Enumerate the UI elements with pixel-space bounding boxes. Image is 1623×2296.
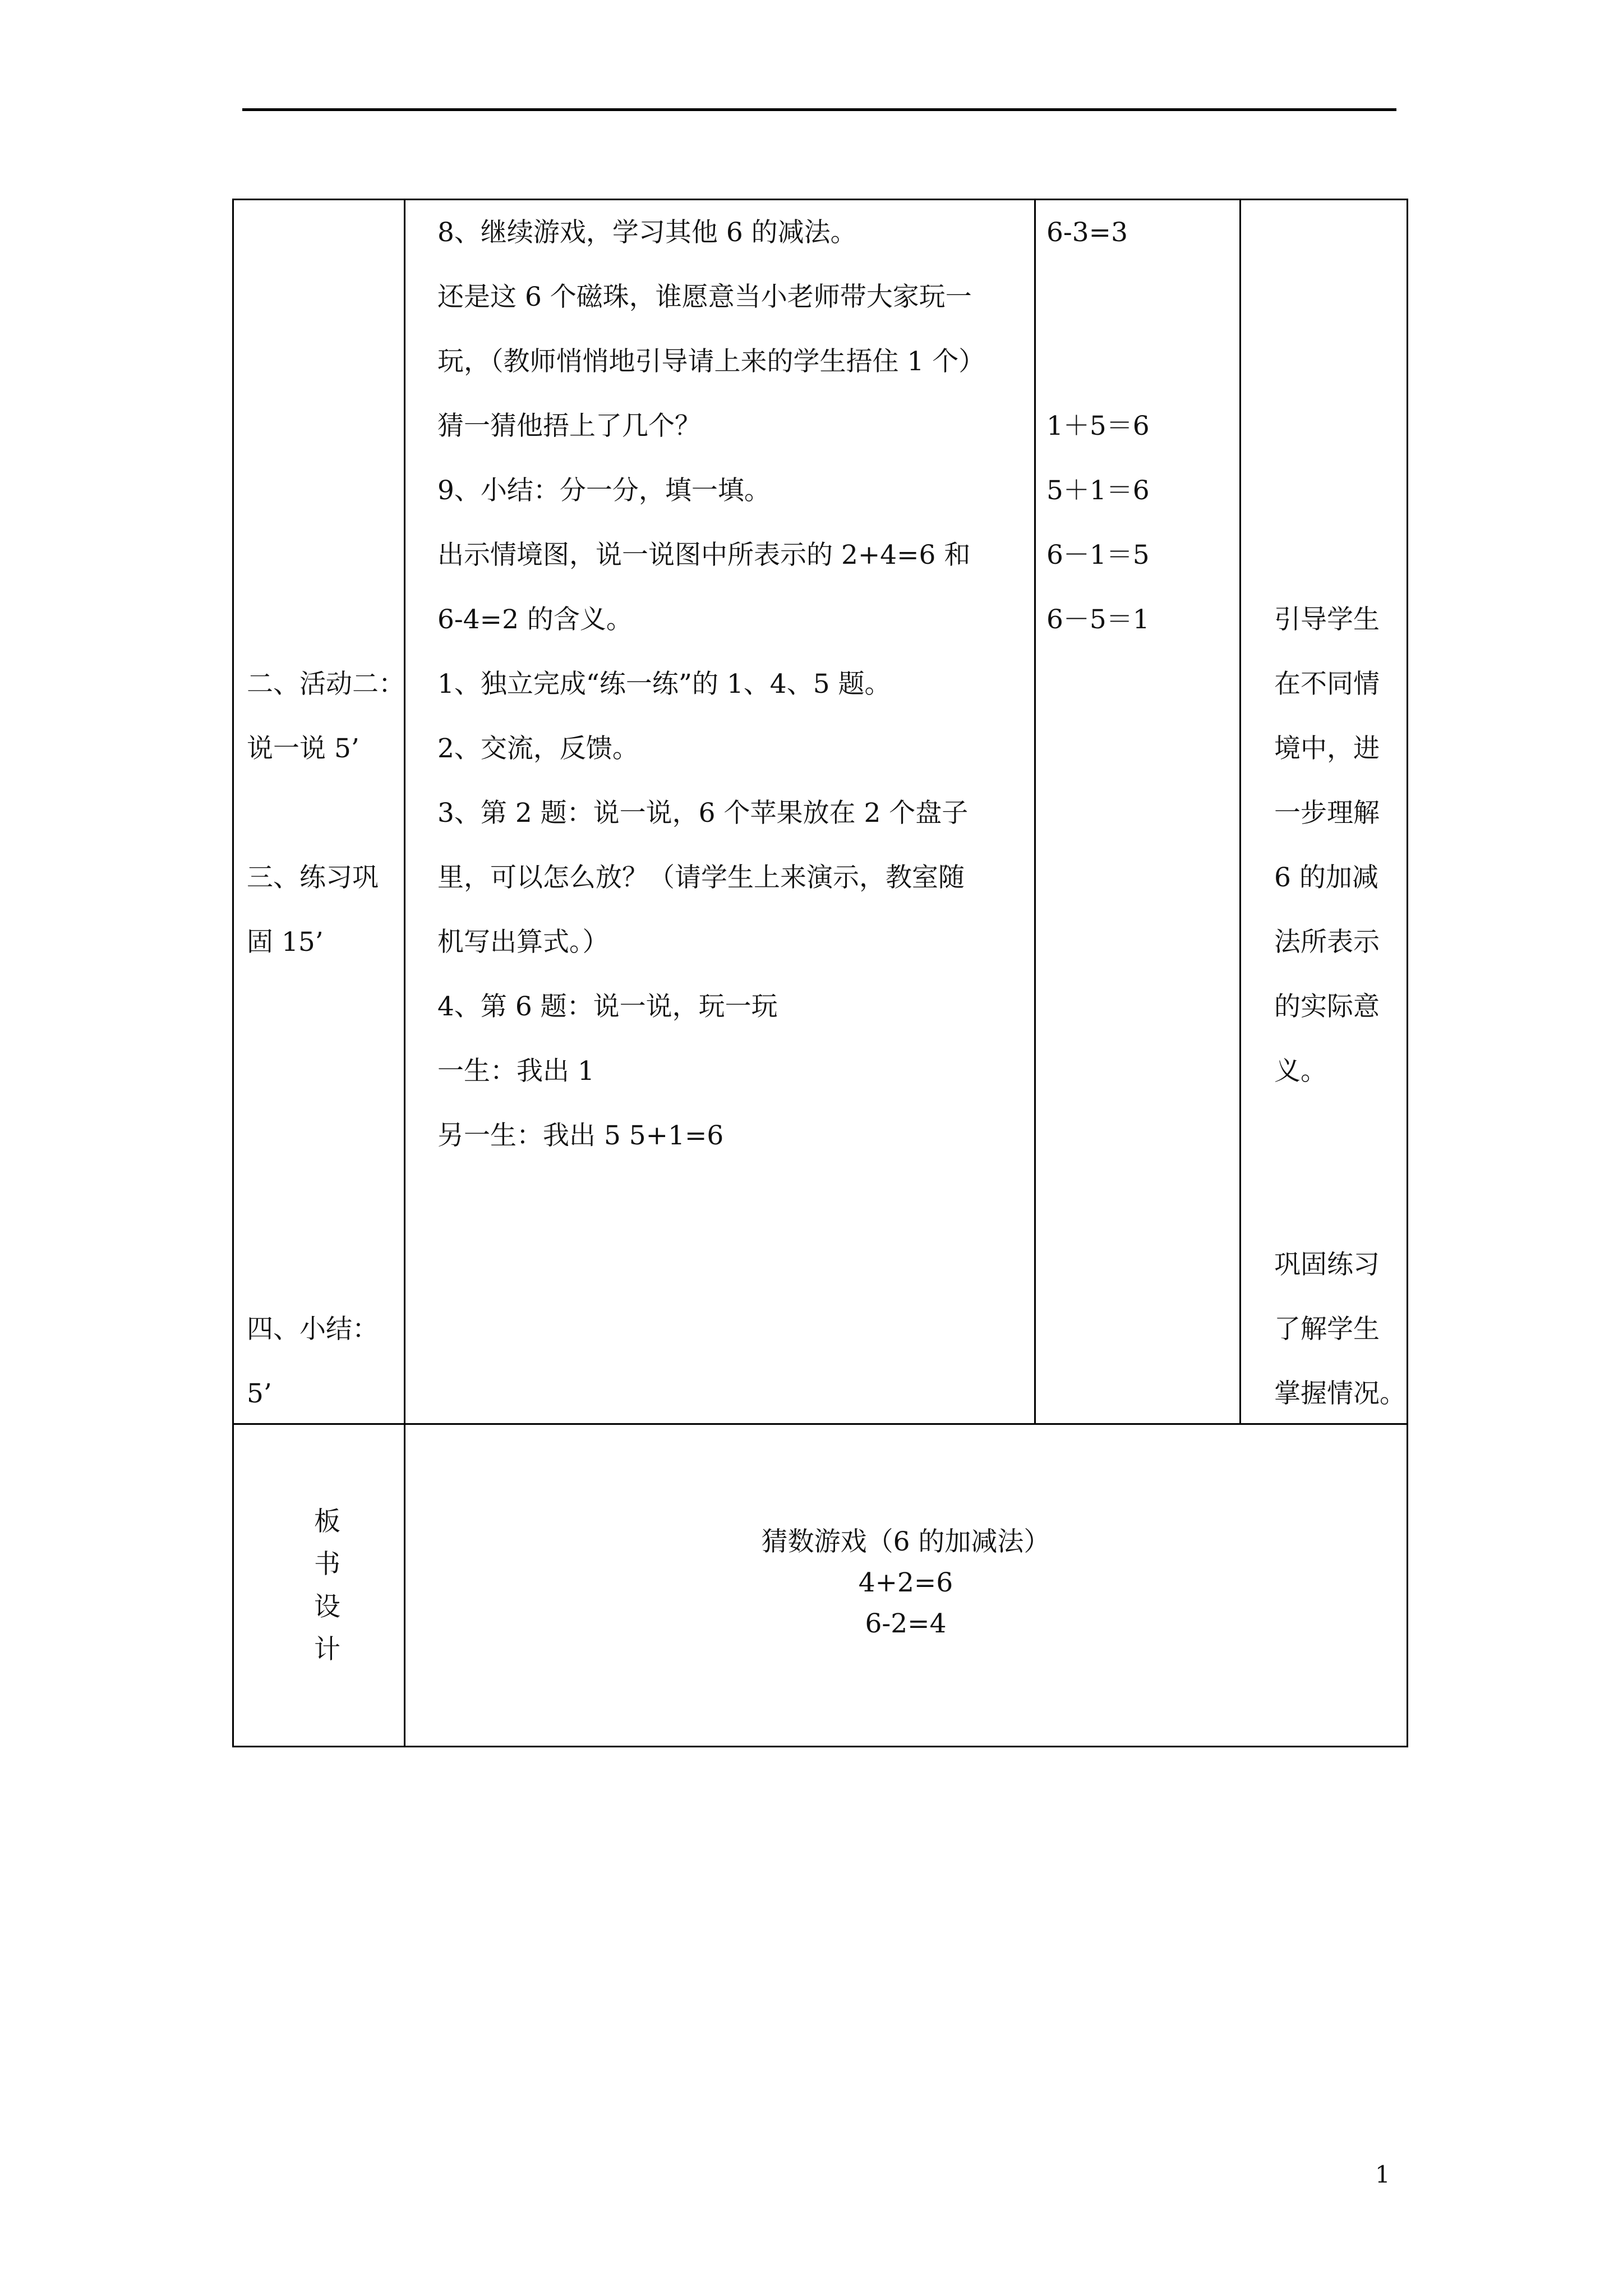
board-design-line: 4+2=6 xyxy=(858,1567,953,1598)
intent-text-line: 一步理解 xyxy=(1274,798,1380,829)
board-design-label-char: 计 xyxy=(314,1634,340,1665)
intent-text-line: 6 的加减 xyxy=(1274,862,1378,893)
board-design-line: 6-2=4 xyxy=(865,1608,947,1639)
intent-text-line: 巩固练习 xyxy=(1274,1249,1380,1280)
activity-text-line: 另一生：我出 5 5+1=6 xyxy=(437,1120,724,1151)
page-number: 1 xyxy=(1375,2161,1390,2188)
header-rule xyxy=(242,108,1396,111)
activity-text-line: 还是这 6 个磁珠，谁愿意当小老师带大家玩一 xyxy=(437,282,972,312)
activity-text-line: 机写出算式。） xyxy=(437,927,609,958)
table-border-left xyxy=(232,199,234,1747)
stage-text-line: 说一说 5’ xyxy=(247,733,359,764)
table-border-right xyxy=(1407,199,1408,1747)
activity-text-line: 一生：我出 1 xyxy=(437,1056,594,1087)
stage-text-line: 固 15’ xyxy=(247,927,324,958)
board-design-label-char: 设 xyxy=(314,1591,340,1622)
activity-text-line: 2、交流，反馈。 xyxy=(437,733,639,764)
intent-text-line: 引导学生 xyxy=(1274,604,1380,635)
intent-text-line: 在不同情 xyxy=(1274,669,1380,700)
activity-text-line: 1、独立完成“练一练”的 1、4、5 题。 xyxy=(437,669,891,700)
formula-text-line: 5＋1＝6 xyxy=(1046,475,1150,506)
board-design-label-char: 板 xyxy=(314,1506,340,1537)
activity-text-line: 里，可以怎么放？（请学生上来演示，教室随 xyxy=(437,862,965,893)
column-divider-2 xyxy=(1034,199,1036,1425)
stage-text-line: 三、练习巩 xyxy=(247,862,379,893)
board-design-line: 猜数游戏（6 的加减法） xyxy=(761,1526,1050,1557)
formula-text-line: 6－5＝1 xyxy=(1046,604,1150,635)
formula-text-line: 6-3=3 xyxy=(1046,217,1128,248)
intent-text-line: 掌握情况。 xyxy=(1274,1378,1406,1409)
activity-text-line: 9、小结：分一分，填一填。 xyxy=(437,475,771,506)
intent-text-line: 法所表示 xyxy=(1274,927,1380,958)
column-divider-1 xyxy=(404,199,405,1747)
activity-text-line: 出示情境图，说一说图中所表示的 2+4=6 和 xyxy=(437,540,971,570)
table-row-divider xyxy=(232,1423,1408,1425)
activity-text-line: 猜一猜他捂上了几个？ xyxy=(437,411,701,441)
table-border-bottom xyxy=(232,1746,1408,1747)
activity-text-line: 玩，（教师悄悄地引导请上来的学生捂住 1 个） xyxy=(437,346,985,377)
activity-text-line: 8、继续游戏，学习其他 6 的减法。 xyxy=(437,217,857,248)
intent-text-line: 义。 xyxy=(1274,1056,1327,1087)
intent-text-line: 的实际意 xyxy=(1274,991,1380,1022)
activity-text-line: 4、第 6 题：说一说，玩一玩 xyxy=(437,991,778,1022)
stage-text-line: 四、小结： xyxy=(247,1314,379,1345)
column-divider-3 xyxy=(1239,199,1241,1425)
intent-text-line: 境中，进 xyxy=(1274,733,1380,764)
stage-text-line: 5’ xyxy=(247,1378,272,1409)
formula-text-line: 1＋5＝6 xyxy=(1046,411,1150,441)
intent-text-line: 了解学生 xyxy=(1274,1314,1380,1345)
formula-text-line: 6－1＝5 xyxy=(1046,540,1150,570)
stage-text-line: 二、活动二： xyxy=(247,669,405,700)
activity-text-line: 6-4=2 的含义。 xyxy=(437,604,633,635)
board-design-label-char: 书 xyxy=(314,1549,340,1580)
activity-text-line: 3、第 2 题：说一说，6 个苹果放在 2 个盘子 xyxy=(437,798,969,829)
